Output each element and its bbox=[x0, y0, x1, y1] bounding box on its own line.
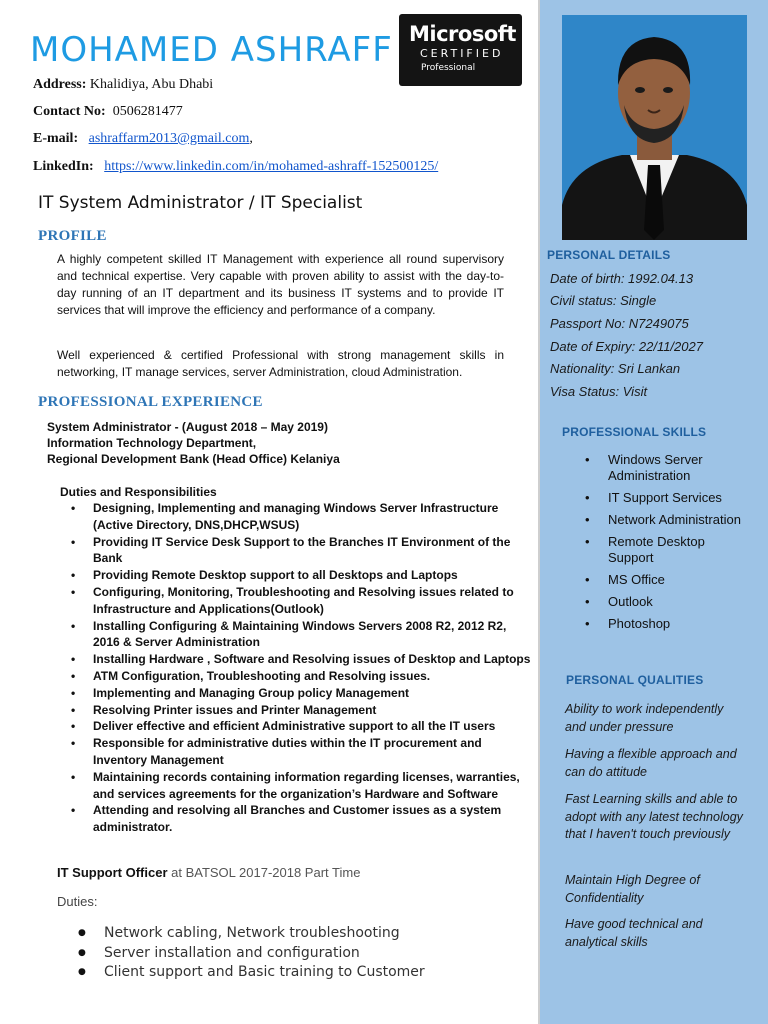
job2-line bbox=[57, 865, 360, 880]
linkedin-link[interactable]: https://www.linkedin.com/in/mohamed-ashraff-152500125/ bbox=[104, 159, 439, 174]
email-line bbox=[33, 131, 253, 147]
skill-item: • Windows Server Administration bbox=[608, 452, 748, 484]
duty-item: • Resolving Printer issues and Printer Management bbox=[93, 702, 533, 719]
duties-heading: Duties and Responsibilities bbox=[60, 485, 217, 499]
duty-item: • Providing Remote Desktop support to all Desktops and Laptops bbox=[93, 567, 533, 584]
phone-value: 0506281477 bbox=[112, 104, 183, 119]
email-suffix: , bbox=[249, 131, 253, 146]
duty-item: • Attending and resolving all Branches and Customer issues as a system administrator. bbox=[93, 802, 533, 836]
job2-details: at BATSOL 2017-2018 Part Time bbox=[167, 865, 361, 880]
microsoft-certified-logo bbox=[399, 14, 522, 86]
quality-item: Having a flexible approach and can do attitude bbox=[565, 747, 737, 779]
linkedin-label: LinkedIn: bbox=[33, 159, 94, 174]
duty-item: • Responsible for administrative duties within the IT procurement and Inventory Management bbox=[93, 735, 533, 769]
quality-item: Ability to work independently and under pressure bbox=[565, 702, 724, 734]
skill-item: • Remote Desktop Support bbox=[608, 534, 748, 566]
badge-line2: CERTIFIED bbox=[420, 47, 504, 60]
skill-item: • Network Administration bbox=[608, 512, 748, 528]
personal-details-heading: PERSONAL DETAILS bbox=[547, 248, 671, 262]
candidate-name: MOHAMED ASHRAFF bbox=[30, 30, 393, 70]
job2-duty-item: ● Server installation and configuration bbox=[104, 944, 425, 964]
profile-heading: PROFILE bbox=[38, 228, 107, 244]
duties-list bbox=[93, 500, 533, 836]
job1-department: Information Technology Department, bbox=[47, 436, 257, 450]
email-label: E-mail: bbox=[33, 131, 79, 146]
job2-title: IT Support Officer bbox=[57, 865, 168, 880]
quality-item: Fast Learning skills and able to adopt with any latest technology that I haven't touch previously bbox=[565, 792, 743, 841]
skill-item: • Outlook bbox=[608, 594, 748, 610]
skills-list bbox=[608, 452, 748, 638]
job2-duty-item: ● Client support and Basic training to Customer bbox=[104, 963, 425, 983]
duty-item: • Configuring, Monitoring, Troubleshooting and Resolving issues related to Infrastructure and Applications(Outlook) bbox=[93, 584, 533, 618]
duty-item: • Implementing and Managing Group policy Management bbox=[93, 685, 533, 702]
skills-heading: PROFESSIONAL SKILLS bbox=[562, 425, 707, 439]
address-value: Khalidiya, Abu Dhabi bbox=[89, 77, 214, 92]
linkedin-line bbox=[33, 159, 438, 175]
job2-duties-heading: Duties: bbox=[57, 894, 98, 909]
personal-detail-item: Nationality: Sri Lankan bbox=[550, 361, 681, 376]
duty-item: • Providing IT Service Desk Support to the Branches IT Environment of the Bank bbox=[93, 534, 533, 568]
profile-photo bbox=[562, 15, 747, 240]
personal-detail-item: Date of Expiry: 22/11/2027 bbox=[550, 339, 703, 354]
duty-item: • Maintaining records containing information regarding licenses, warranties, and services agreements for the organization’s Hardware and Software bbox=[93, 769, 533, 803]
address-label: Address: bbox=[33, 77, 87, 92]
phone-label: Contact No: bbox=[33, 104, 106, 119]
address-line bbox=[33, 77, 213, 93]
badge-line3: Professional bbox=[421, 63, 476, 73]
job1-title: System Administrator - (August 2018 – May 2019) bbox=[47, 420, 328, 434]
profile-paragraph-1: A highly competent skilled IT Management with experience all round supervisory and technical expertise. Very capable with proven ability to assist with the day-to-day running of an IT department and its business IT systems and to provide IT services that will improve the efficiency and performance of a company. bbox=[57, 252, 504, 317]
duty-item: • Installing Configuring & Maintaining Windows Servers 2008 R2, 2012 R2, 2016 & Server Administration bbox=[93, 618, 533, 652]
quality-item: Have good technical and analytical skills bbox=[565, 917, 703, 949]
job2-duties-list bbox=[104, 924, 425, 983]
email-link[interactable]: ashraffarm2013@gmail.com bbox=[88, 131, 250, 146]
personal-detail-item: Civil status: Single bbox=[550, 293, 657, 308]
job-headline: IT System Administrator / IT Specialist bbox=[38, 193, 363, 213]
job1-employer: Regional Development Bank (Head Office) Kelaniya bbox=[47, 452, 340, 466]
skill-item: • IT Support Services bbox=[608, 490, 748, 506]
quality-item: Maintain High Degree of Confidentiality bbox=[565, 873, 700, 905]
skill-item: • MS Office bbox=[608, 572, 748, 588]
phone-line bbox=[33, 104, 183, 120]
duty-item: • Designing, Implementing and managing Windows Server Infrastructure (Active Directory, DNS,DHCP,WSUS) bbox=[93, 500, 533, 534]
job2-duty-item: ● Network cabling, Network troubleshooting bbox=[104, 924, 425, 944]
skill-item: • Photoshop bbox=[608, 616, 748, 632]
personal-detail-item: Date of birth: 1992.04.13 bbox=[550, 271, 694, 286]
badge-line1: Microsoft bbox=[409, 22, 516, 46]
duty-item: • ATM Configuration, Troubleshooting and Resolving issues. bbox=[93, 668, 533, 685]
qualities-heading: PERSONAL QUALITIES bbox=[566, 673, 704, 687]
duty-item: • Installing Hardware , Software and Resolving issues of Desktop and Laptops bbox=[93, 651, 533, 668]
personal-detail-item: Passport No: N7249075 bbox=[550, 316, 689, 331]
duty-item: • Deliver effective and efficient Administrative support to all the IT users bbox=[93, 718, 533, 735]
experience-heading: PROFESSIONAL EXPERIENCE bbox=[38, 394, 263, 410]
profile-paragraph-2: Well experienced & certified Professional with strong management skills in networking, IT manage services, server Administration, cloud Administration. bbox=[57, 348, 504, 379]
personal-detail-item: Visa Status: Visit bbox=[550, 384, 648, 399]
